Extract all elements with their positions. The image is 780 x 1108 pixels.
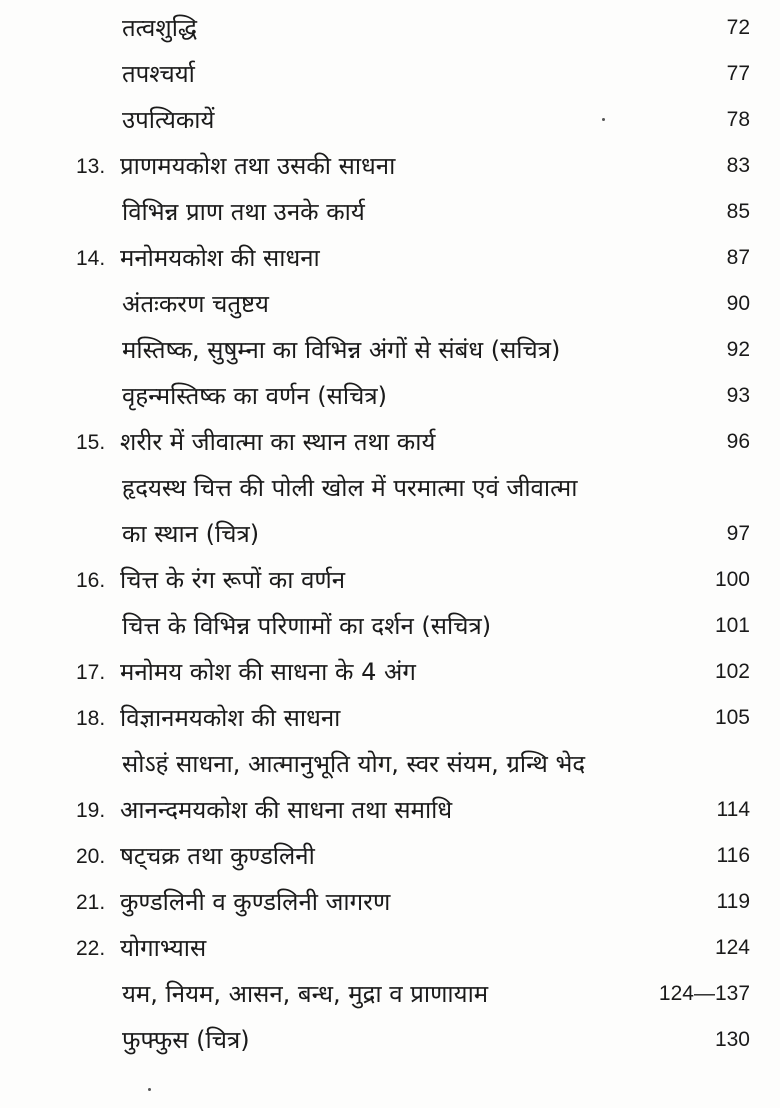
entry-title: का स्थान (चित्र) [122, 520, 260, 548]
toc-chapter-row [0, 150, 780, 190]
page-number: 78 [726, 108, 750, 131]
chapter-number: 21. [76, 891, 106, 914]
toc-subentry-row [0, 518, 780, 558]
page-number: 92 [726, 338, 750, 361]
page-number: 85 [726, 200, 750, 223]
print-speck [148, 1088, 151, 1091]
page-number: 100 [714, 568, 750, 591]
toc-chapter-row [0, 794, 780, 834]
page-number: 124—137 [658, 982, 750, 1005]
page-number: 105 [714, 706, 750, 729]
entry-title: अंतःकरण चतुष्टय [122, 290, 269, 318]
entry-title: मनोमय कोश की साधना के 4 अंग [120, 658, 416, 686]
toc-subentry-row [0, 288, 780, 328]
page-number: 130 [714, 1028, 750, 1051]
entry-title: शरीर में जीवात्मा का स्थान तथा कार्य [120, 428, 436, 456]
toc-subentry-row [0, 12, 780, 52]
page-number: 87 [726, 246, 750, 269]
print-speck [602, 118, 605, 121]
page-number: 124 [714, 936, 750, 959]
toc-chapter-row [0, 702, 780, 742]
entry-title: हृदयस्थ चित्त की पोली खोल में परमात्मा एवं जीवात्मा [122, 474, 578, 502]
toc-chapter-row [0, 656, 780, 696]
entry-title: प्राणमयकोश तथा उसकी साधना [120, 152, 396, 180]
toc-subentry-row [0, 104, 780, 144]
entry-title: चित्त के रंग रूपों का वर्णन [120, 566, 346, 594]
toc-chapter-row [0, 242, 780, 282]
entry-title: मस्तिष्क, सुषुम्ना का विभिन्न अंगों से संबंध (सचित्र) [122, 336, 561, 364]
entry-title: षट्चक्र तथा कुण्डलिनी [120, 842, 315, 870]
toc-subentry-row [0, 978, 780, 1018]
chapter-number: 13. [76, 155, 106, 178]
chapter-number: 18. [76, 707, 106, 730]
toc-chapter-row [0, 840, 780, 880]
entry-title: योगाभ्यास [120, 934, 207, 962]
chapter-number: 15. [76, 431, 106, 454]
chapter-number: 20. [76, 845, 106, 868]
entry-title: चित्त के विभिन्न परिणामों का दर्शन (सचित्र) [122, 612, 492, 640]
toc-subentry-row [0, 1024, 780, 1064]
chapter-number: 19. [76, 799, 106, 822]
toc-subentry-row [0, 334, 780, 374]
page-number: 96 [726, 430, 750, 453]
chapter-number: 14. [76, 247, 106, 270]
toc-subentry-row [0, 748, 780, 788]
page-number: 97 [726, 522, 750, 545]
entry-title: उपत्यिकायें [122, 106, 215, 134]
entry-title: आनन्दमयकोश की साधना तथा समाधि [120, 796, 453, 824]
entry-title: यम, नियम, आसन, बन्ध, मुद्रा व प्राणायाम [122, 980, 489, 1008]
toc-subentry-row [0, 380, 780, 420]
page-number: 101 [714, 614, 750, 637]
toc-chapter-row [0, 564, 780, 604]
entry-title: तपश्चर्या [122, 60, 195, 88]
entry-title: विभिन्न प्राण तथा उनके कार्य [122, 198, 365, 226]
page-number: 83 [726, 154, 750, 177]
page-number: 116 [716, 844, 750, 867]
toc-chapter-row [0, 886, 780, 926]
chapter-number: 16. [76, 569, 106, 592]
chapter-number: 17. [76, 661, 106, 684]
page-number: 119 [716, 890, 750, 913]
page-number: 90 [726, 292, 750, 315]
entry-title: कुण्डलिनी व कुण्डलिनी जागरण [120, 888, 391, 916]
chapter-number: 22. [76, 937, 106, 960]
toc-subentry-row [0, 472, 780, 512]
toc-subentry-row [0, 610, 780, 650]
toc-subentry-row [0, 196, 780, 236]
entry-title: सोऽहं साधना, आत्मानुभूति योग, स्वर संयम, ग्रन्थि भेद [122, 750, 586, 778]
page-number: 114 [716, 798, 750, 821]
entry-title: मनोमयकोश की साधना [120, 244, 320, 272]
page-number: 72 [726, 16, 750, 39]
page-number: 102 [714, 660, 750, 683]
page-number: 77 [726, 62, 750, 85]
toc-chapter-row [0, 426, 780, 466]
entry-title: वृहन्मस्तिष्क का वर्णन (सचित्र) [122, 382, 387, 410]
entry-title: विज्ञानमयकोश की साधना [120, 704, 341, 732]
page-number: 93 [726, 384, 750, 407]
entry-title: फुफ्फुस (चित्र) [122, 1026, 250, 1054]
entry-title: तत्वशुद्धि [122, 14, 198, 42]
toc-subentry-row [0, 58, 780, 98]
toc-chapter-row [0, 932, 780, 972]
